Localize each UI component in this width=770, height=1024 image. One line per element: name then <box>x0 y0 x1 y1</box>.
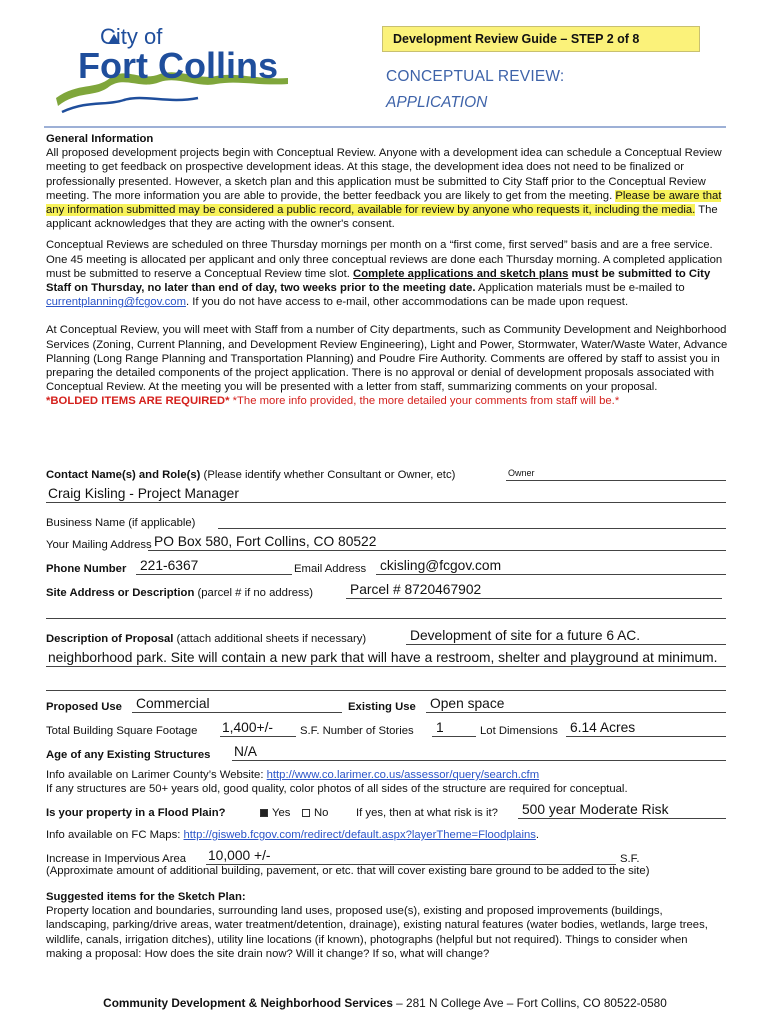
fcmaps-row <box>46 826 726 848</box>
description-line-3[interactable] <box>46 690 726 691</box>
stories-line <box>432 736 476 737</box>
stories-label: S.F. Number of Stories <box>300 724 414 737</box>
impervious-unit: S.F. <box>620 852 640 865</box>
footage-row <box>46 718 726 740</box>
contact-label-bold: Contact Name(s) and Role(s) <box>46 468 201 481</box>
flood-yes-option[interactable] <box>260 806 290 820</box>
flood-label: Is your property in a Flood Plain? <box>46 806 226 819</box>
lot-label: Lot Dimensions <box>480 724 558 737</box>
phone-value[interactable]: 221-6367 <box>140 557 199 573</box>
phone-line <box>136 574 292 575</box>
lot-line <box>566 736 726 737</box>
general-paragraph-1 <box>46 146 728 231</box>
age-label: Age of any Existing Structures <box>46 748 211 761</box>
p1-consent: The applicant acknowledges that they are acting with the owner's consent. <box>46 204 718 231</box>
description-line-2 <box>46 666 726 667</box>
sketch-body: Property location and boundaries, surrounding land uses, proposed use(s), existing and proposed improvements (buildings, landscaping, parking/drive areas, water treatment/detention, drainage), existing natural features (water bodies, wetlands, large trees, wildlife, canals, irrigation ditches), utility line locations (if known), photographs (helpful but not required). Things to consider when making a proposal: How does the site drain now? Will it change? If so, what will change? <box>46 905 708 960</box>
fcmaps-period: . <box>535 829 540 841</box>
mailing-label: Your Mailing Address <box>46 538 152 551</box>
sketch-plan-section <box>46 890 726 961</box>
general-paragraph-2 <box>46 238 728 309</box>
impervious-note: (Approximate amount of additional building, pavement, or etc. that will cover existing bare ground to be added to the site) <box>46 865 650 877</box>
age-value[interactable]: N/A <box>234 743 257 759</box>
contact-row <box>46 462 726 484</box>
flood-yes-checkbox[interactable] <box>260 809 268 817</box>
header-divider <box>44 126 726 128</box>
required-notice <box>46 394 728 408</box>
use-row <box>46 694 726 716</box>
proposed-use-label: Proposed Use <box>46 700 122 713</box>
flood-risk-line <box>518 818 726 819</box>
description-label <box>46 632 366 646</box>
larimer-row <box>46 766 726 796</box>
footer-department: Community Development & Neighborhood Services <box>103 996 393 1010</box>
contact-value[interactable]: Craig Kisling - Project Manager <box>48 485 239 501</box>
description-row-2 <box>46 648 726 670</box>
contact-value-row <box>46 484 726 506</box>
required-more: *The more info provided, the more detailed your comments from staff will be.* <box>229 395 620 408</box>
flood-risk-value[interactable]: 500 year Moderate Risk <box>522 801 669 817</box>
description-label-bold: Description of Proposal <box>46 632 174 645</box>
p2-text: Conceptual Reviews are scheduled on three Thursday mornings per month on a “first come, first served” basis and are a free service. One 45 meeting is allocated per applicant and only three conceptual reviews are done each Thursday morning. A completed application must be submitted to reserve a Conceptual Review time slot. <box>46 239 723 280</box>
city-logo-mark <box>48 20 298 120</box>
phone-label: Phone Number <box>46 562 127 575</box>
flood-risk-label: If yes, then at what risk is it? <box>356 806 498 819</box>
description-line <box>406 644 726 645</box>
site-extra-row <box>46 600 726 622</box>
logo-line2: Fort Collins <box>78 45 278 86</box>
sqft-value[interactable]: 1,400+/- <box>222 719 274 735</box>
page-footer <box>0 996 770 1010</box>
site-row <box>46 580 726 602</box>
public-record-notice: Please be aware that any information submitted may be considered a public record, available for review by anyone who requests it, including the media. <box>46 189 722 217</box>
contact-value-line <box>46 502 726 503</box>
contact-hint: (Please identify whether Consultant or Owner, etc) <box>200 468 456 481</box>
age-row <box>46 742 726 764</box>
site-label <box>46 586 313 600</box>
general-information <box>46 132 728 409</box>
mailing-line <box>148 550 726 551</box>
impervious-label: Increase in Impervious Area <box>46 852 187 865</box>
site-value[interactable]: Parcel # 8720467902 <box>350 581 482 597</box>
sqft-line <box>220 736 296 737</box>
flood-row <box>46 800 726 822</box>
page-title: CONCEPTUAL REVIEW: <box>386 68 565 85</box>
email-line <box>376 574 726 575</box>
fcmaps-text: Info available on FC Maps: <box>46 829 184 841</box>
fcmaps-link[interactable]: http://gisweb.fcgov.com/redirect/default.aspx?layerTheme=Floodplains <box>183 829 536 841</box>
business-label: Business Name (if applicable) <box>46 516 196 529</box>
p2-bold-underline: Complete applications and sketch plans <box>353 267 569 280</box>
required-bold: *BOLDED ITEMS ARE REQUIRED* <box>46 395 230 408</box>
sqft-label: Total Building Square Footage <box>46 724 198 737</box>
larimer-text: Info available on Larimer County’s Website: <box>46 769 267 781</box>
general-heading: General Information <box>46 133 154 145</box>
site-line <box>346 598 722 599</box>
contact-line <box>506 480 726 481</box>
impervious-value[interactable]: 10,000 +/- <box>208 847 271 863</box>
description-row-3 <box>46 672 726 694</box>
email-label: Email Address <box>294 562 367 575</box>
photos-note: If any structures are 50+ years old, good quality, color photos of all sides of the structure are required for conceptual. <box>46 783 628 795</box>
larimer-link[interactable]: http://www.co.larimer.co.us/assessor/query/search.cfm <box>266 769 540 781</box>
flood-no-checkbox[interactable] <box>302 809 310 817</box>
footer-address: – 281 N College Ave – Fort Collins, CO 80522-0580 <box>392 996 667 1010</box>
description-value-1[interactable]: Development of site for a future 6 AC. <box>410 627 641 643</box>
business-row <box>46 510 726 532</box>
description-value-2[interactable]: neighborhood park. Site will contain a new park that will have a restroom, shelter and playground at minimum. <box>48 649 718 665</box>
proposed-use-value[interactable]: Commercial <box>136 695 210 711</box>
sketch-heading: Suggested items for the Sketch Plan: <box>46 891 246 903</box>
step-badge: Development Review Guide – STEP 2 of 8 <box>382 26 700 52</box>
stories-value[interactable]: 1 <box>436 719 444 735</box>
description-hint: (attach additional sheets if necessary) <box>173 632 367 645</box>
existing-use-line <box>426 712 726 713</box>
site-hint: (parcel # if no address) <box>194 586 314 599</box>
logo-line1: City of <box>100 24 163 49</box>
mailing-value[interactable]: PO Box 580, Fort Collins, CO 80522 <box>154 533 377 549</box>
proposed-use-line <box>132 712 342 713</box>
p2-email-intro: Application materials must be e-mailed to <box>475 282 685 295</box>
fcmaps-info <box>46 828 539 842</box>
lot-value[interactable]: 6.14 Acres <box>570 719 636 735</box>
flood-no-option[interactable] <box>302 806 328 820</box>
email-link[interactable]: currentplanning@fcgov.com <box>46 296 186 309</box>
contact-label <box>46 468 455 482</box>
site-extra-line[interactable] <box>46 618 726 619</box>
age-line <box>232 760 726 761</box>
p2-bold: must be submitted to City Staff on Thursday, no later than end of day, two weeks prior to the meeting date. <box>46 267 711 295</box>
existing-use-label: Existing Use <box>348 700 416 713</box>
p1-text: All proposed development projects begin with Conceptual Review. Anyone with a development idea can schedule a Conceptual Review meeting to get feedback on prospective development ideas. At this stage, the development idea does not need to be finalized or professionally presented. However, a sketch plan and this application must be submitted to City Staff prior to the Conceptual Review meeting. The more information you are able to provide, the better feedback you are likely to get from the meeting. <box>46 147 722 202</box>
business-line[interactable] <box>218 528 726 529</box>
p2-accommodations: . If you do not have access to e-mail, other accommodations can be made upon request. <box>186 296 629 309</box>
impervious-note-row <box>46 862 726 884</box>
page-subtitle: APPLICATION <box>386 94 488 111</box>
contact-role-value[interactable]: Owner <box>508 467 535 478</box>
phone-email-row <box>46 556 726 578</box>
description-row <box>46 626 726 648</box>
flood-no-label: No <box>314 806 329 819</box>
email-value[interactable]: ckisling@fcgov.com <box>380 557 502 573</box>
existing-use-value[interactable]: Open space <box>430 695 505 711</box>
river-graphic <box>62 98 198 112</box>
flood-yes-label: Yes <box>272 806 291 819</box>
mailing-row <box>46 532 726 554</box>
general-paragraph-3: At Conceptual Review, you will meet with Staff from a number of City departments, such as Community Development and Neighborhood Services (Zoning, Current Planning, and Development Review Engineering), Light and Power, Stormwater, Water/Waste Water, Advance Planning (Long Range Planning and Transportation Planning) and Poudre Fire Authority. Comments are offered by staff to assist you in preparing the detailed components of the project application. There is no approval or denial of development proposals associated with Conceptual Review. At the meeting you will be presented with a letter from staff, summarizing comments on your proposal. <box>46 324 728 394</box>
larimer-info <box>46 768 539 782</box>
site-label-bold: Site Address or Description <box>46 586 195 599</box>
city-logo <box>48 20 298 120</box>
